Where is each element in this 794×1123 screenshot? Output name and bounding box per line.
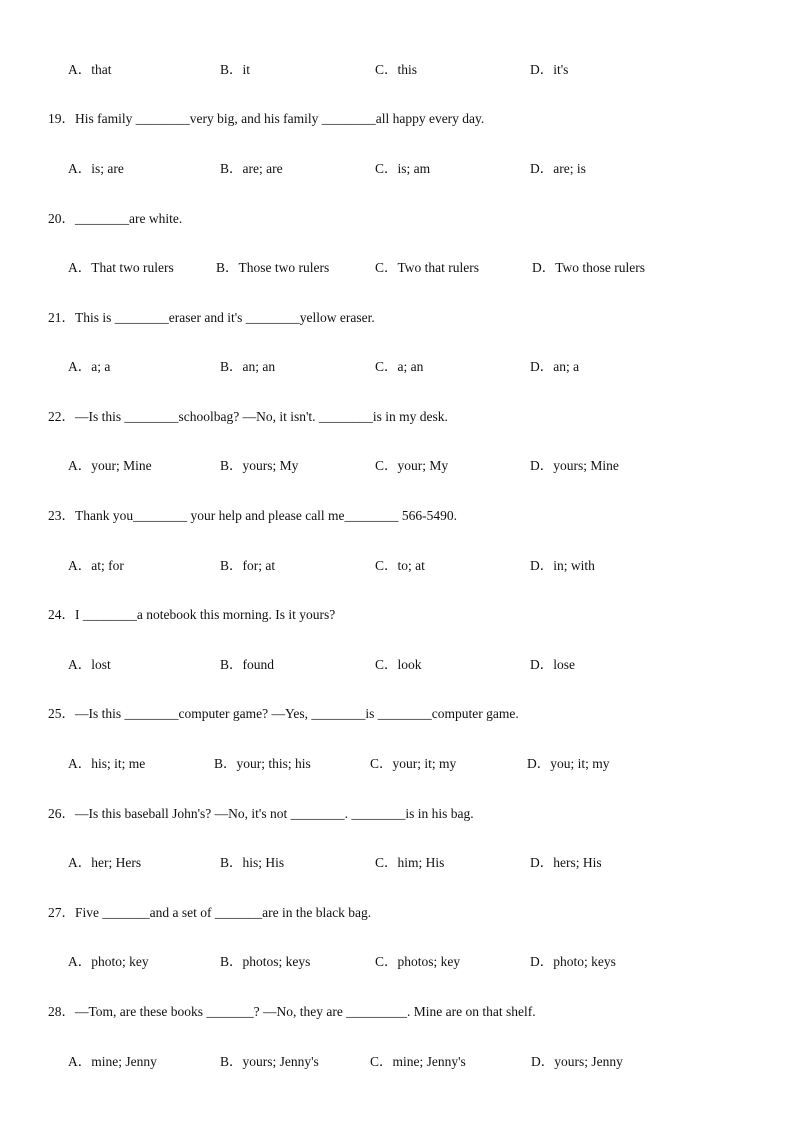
option-c: C．Two that rulers bbox=[375, 260, 480, 275]
option-b: B．Those two rulers bbox=[216, 260, 330, 275]
question-25-stem: 25．—Is this ________computer game? —Yes, ________is ________computer game. bbox=[48, 706, 519, 721]
option-d: D．an; a bbox=[530, 359, 580, 374]
option-a: A．his; it; me bbox=[68, 756, 146, 771]
option-d: D．yours; Jenny bbox=[531, 1054, 623, 1069]
option-b: B．photos; keys bbox=[220, 954, 311, 969]
option-c: C．to; at bbox=[375, 558, 425, 573]
option-a: A．your; Mine bbox=[68, 458, 152, 473]
option-d: D．lose bbox=[530, 657, 575, 672]
option-c: C．look bbox=[375, 657, 422, 672]
question-28-stem: 28．—Tom, are these books _______? —No, they are _________. Mine are on that shelf. bbox=[48, 1004, 536, 1019]
option-b: B．it bbox=[220, 62, 251, 77]
option-b: B．your; this; his bbox=[214, 756, 311, 771]
option-d: D．hers; His bbox=[530, 855, 602, 870]
option-c: C．is; am bbox=[375, 161, 431, 176]
option-d: D．yours; Mine bbox=[530, 458, 619, 473]
option-a: A．photo; key bbox=[68, 954, 149, 969]
option-d: D．you; it; my bbox=[527, 756, 610, 771]
option-c: C．this bbox=[375, 62, 418, 77]
option-a: A．mine; Jenny bbox=[68, 1054, 157, 1069]
option-b: B．are; are bbox=[220, 161, 283, 176]
option-b: B．his; His bbox=[220, 855, 285, 870]
option-c: C．a; an bbox=[375, 359, 424, 374]
question-26-stem: 26．—Is this baseball John's? —No, it's not ________. ________is in his bag. bbox=[48, 806, 474, 821]
option-b: B．for; at bbox=[220, 558, 276, 573]
option-c: C．photos; key bbox=[375, 954, 461, 969]
question-19-stem: 19．His family ________very big, and his family ________all happy every day. bbox=[48, 111, 485, 126]
question-22-stem: 22．—Is this ________schoolbag? —No, it isn't. ________is in my desk. bbox=[48, 409, 448, 424]
option-a: A．her; Hers bbox=[68, 855, 142, 870]
option-a: A．a; a bbox=[68, 359, 111, 374]
question-27-stem: 27．Five _______and a set of _______are in the black bag. bbox=[48, 905, 372, 920]
option-d: D．photo; keys bbox=[530, 954, 616, 969]
option-c: C．mine; Jenny's bbox=[370, 1054, 466, 1069]
question-21-stem: 21．This is ________eraser and it's ________yellow eraser. bbox=[48, 310, 375, 325]
option-d: D．are; is bbox=[530, 161, 586, 176]
option-b: B．found bbox=[220, 657, 274, 672]
option-c: C．your; it; my bbox=[370, 756, 457, 771]
option-a: A．That two rulers bbox=[68, 260, 174, 275]
option-a: A．is; are bbox=[68, 161, 124, 176]
option-b: B．yours; My bbox=[220, 458, 299, 473]
option-a: A．lost bbox=[68, 657, 111, 672]
option-c: C．your; My bbox=[375, 458, 449, 473]
question-24-stem: 24．I ________a notebook this morning. Is it yours? bbox=[48, 607, 336, 622]
option-d: D．it's bbox=[530, 62, 569, 77]
option-a: A．at; for bbox=[68, 558, 124, 573]
option-b: B．an; an bbox=[220, 359, 276, 374]
option-c: C．him; His bbox=[375, 855, 445, 870]
option-a: A．that bbox=[68, 62, 112, 77]
option-d: D．in; with bbox=[530, 558, 595, 573]
option-d: D．Two those rulers bbox=[532, 260, 646, 275]
question-23-stem: 23．Thank you________ your help and please call me________ 566-5490. bbox=[48, 508, 458, 523]
option-b: B．yours; Jenny's bbox=[220, 1054, 319, 1069]
question-20-stem: 20．________are white. bbox=[48, 211, 183, 226]
